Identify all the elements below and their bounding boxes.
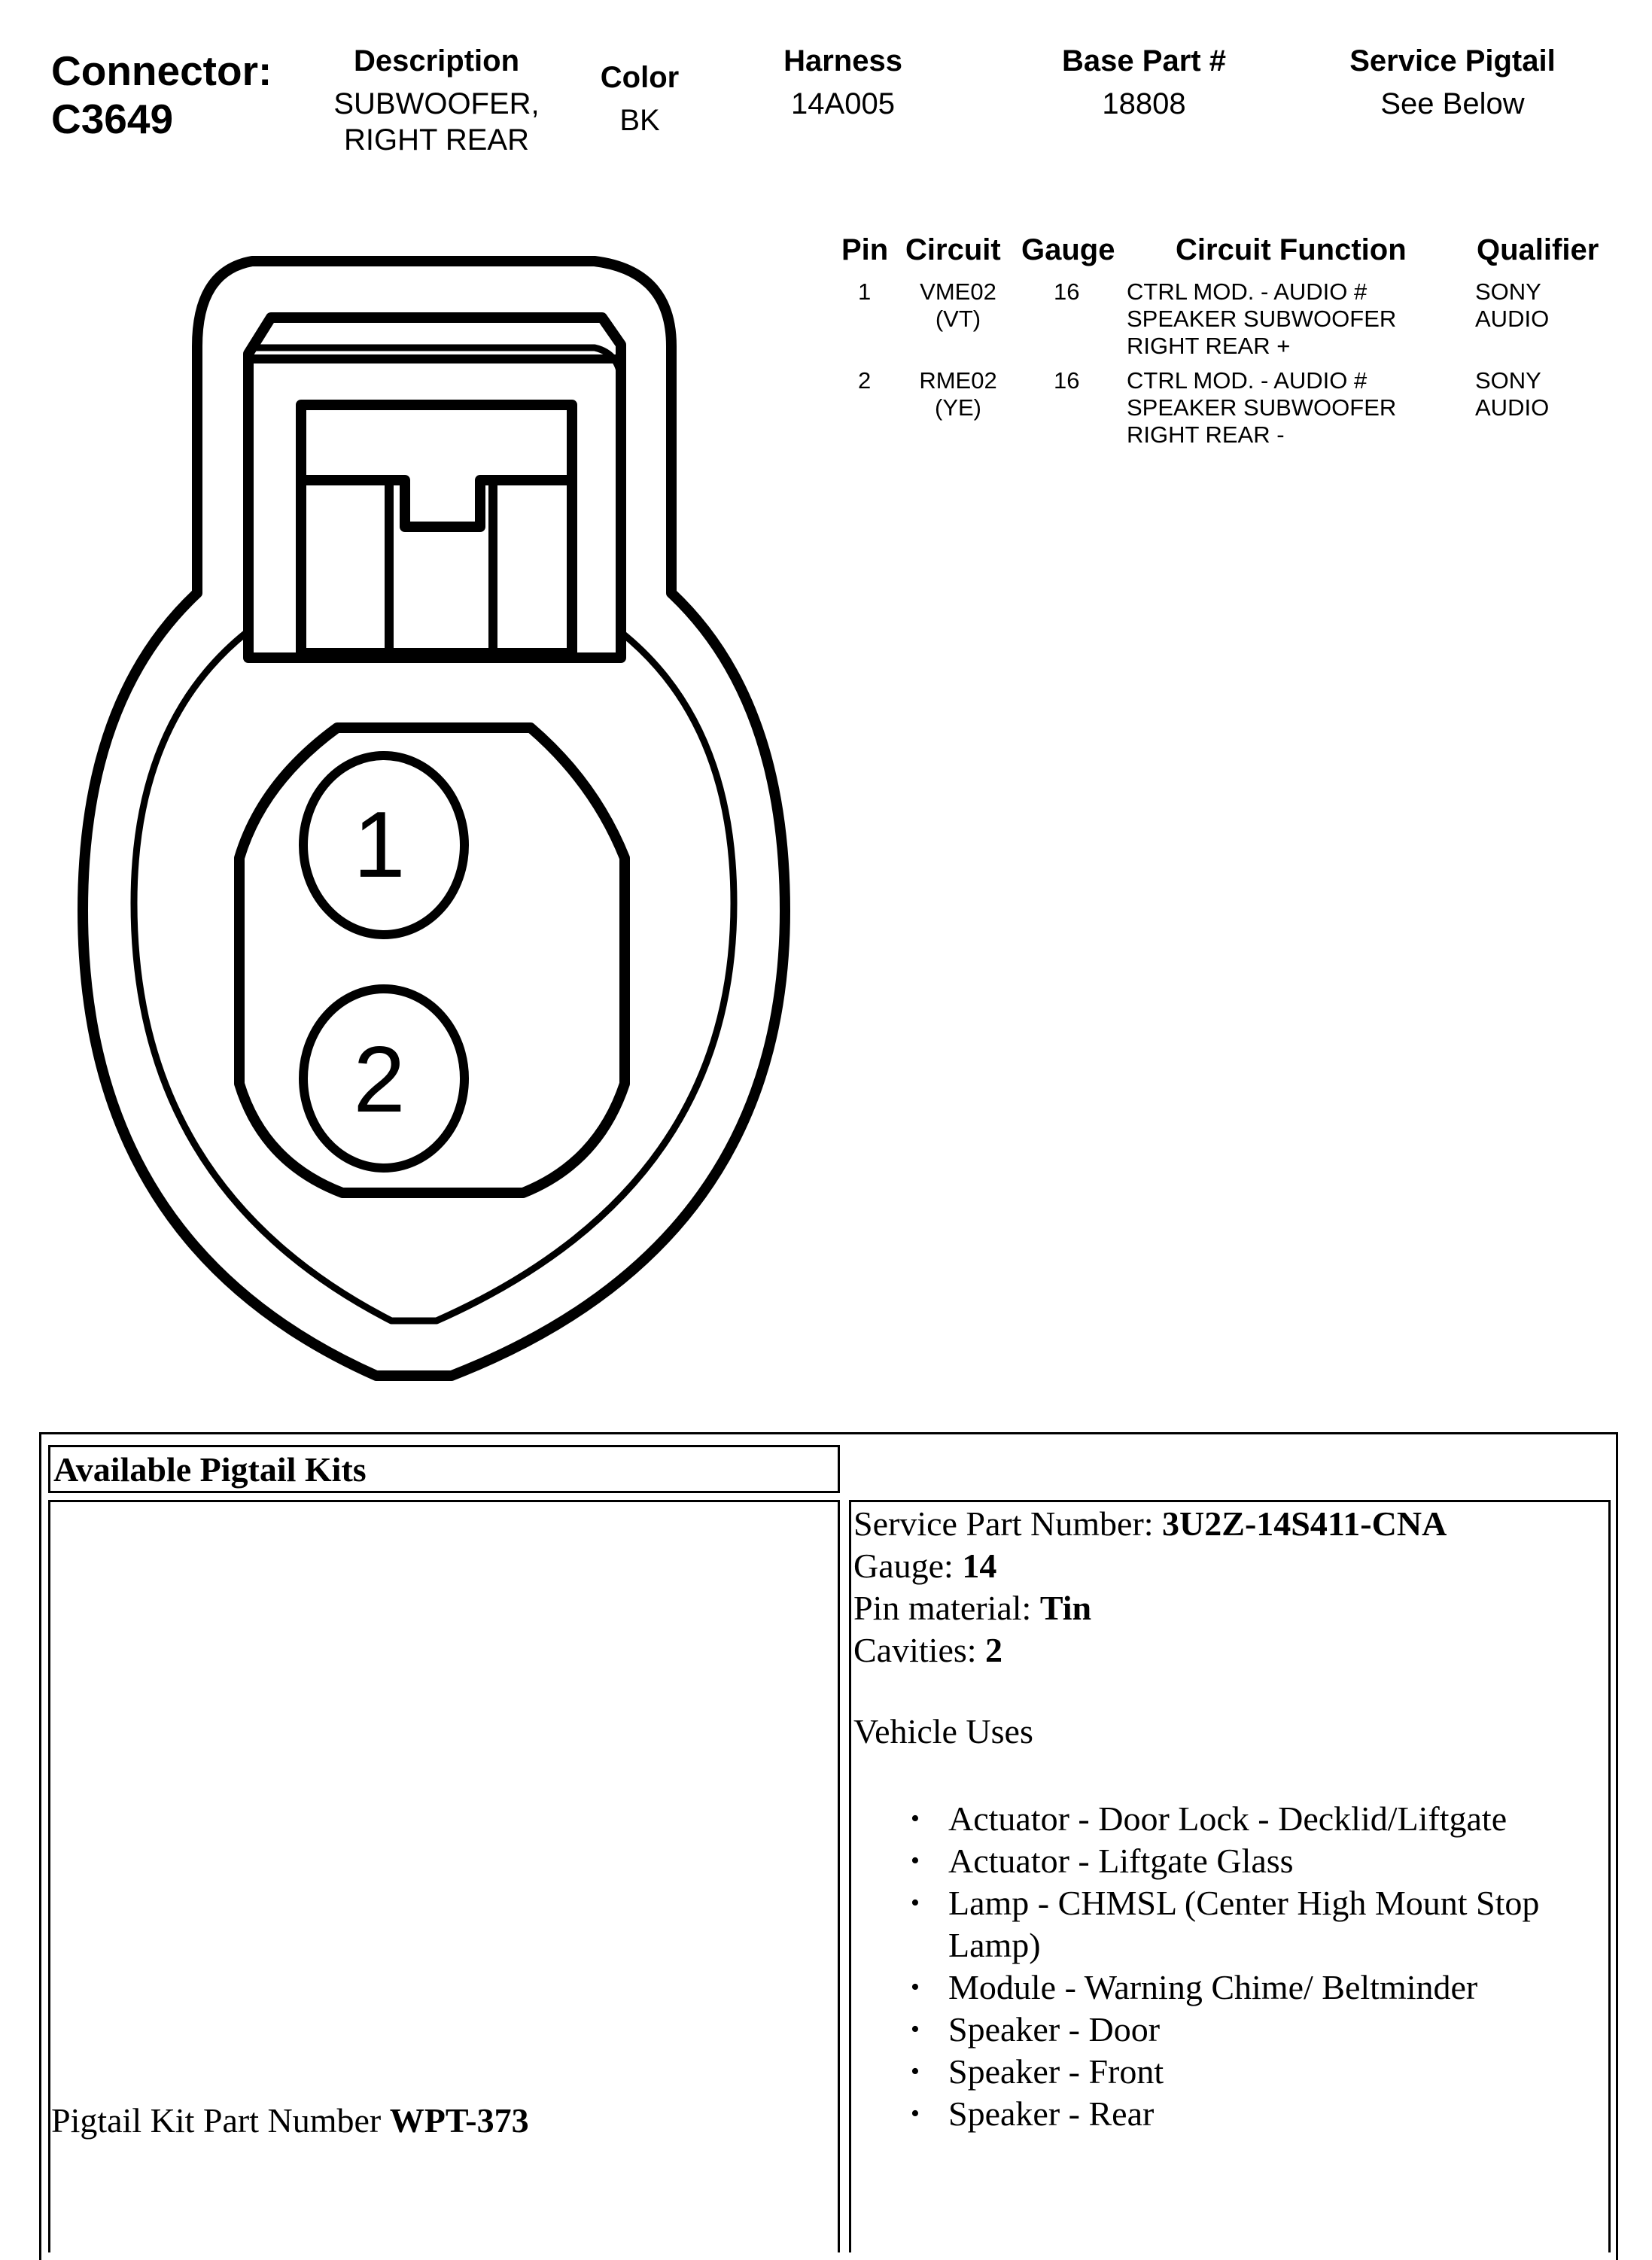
row1-gauge: 16 (1054, 278, 1080, 305)
list-item: • Lamp - CHMSL (Center High Mount Stop Lamp) (911, 1882, 1603, 1966)
gauge-line (853, 1545, 1447, 1587)
connector-id: C3649 (51, 96, 174, 142)
row1-circuit: VME02 (VT) (920, 278, 996, 332)
service-part-value: 3U2Z-14S411-CNA (1162, 1504, 1447, 1543)
connector-face-drawing (0, 0, 828, 1415)
pin-header: Pin (841, 233, 889, 266)
kit-part-label: Pigtail Kit Part Number (51, 2101, 390, 2140)
service-part-label: Service Part Number: (853, 1504, 1163, 1543)
cavities-label: Cavities: (853, 1631, 986, 1669)
row2-gauge: 16 (1054, 367, 1080, 394)
circuit-function-header: Circuit Function (1176, 233, 1407, 266)
service-pigtail-header: Service Pigtail (1349, 44, 1556, 78)
kit-part-value: WPT-373 (389, 2101, 529, 2140)
base-part-value: 18808 (1102, 87, 1186, 120)
description-line-1: SUBWOOFER, (333, 87, 540, 120)
list-item: • Speaker - Front (911, 2051, 1603, 2093)
pin-2-label: 2 (353, 1028, 406, 1132)
description-line-2: RIGHT REAR (344, 123, 529, 157)
cavities-value: 2 (985, 1631, 1003, 1669)
gauge-value: 14 (962, 1547, 997, 1585)
service-pigtail-value: See Below (1380, 87, 1525, 120)
vehicle-uses-list (911, 1798, 1603, 2135)
pin-material-value: Tin (1039, 1589, 1092, 1627)
qualifier-header: Qualifier (1477, 233, 1599, 266)
connector-inner-housing (134, 348, 734, 1321)
pigtail-kits-title: Available Pigtail Kits (48, 1445, 840, 1493)
row2-pin: 2 (858, 367, 872, 394)
pigtail-info (853, 1503, 1447, 1753)
list-item: • Speaker - Rear (911, 2093, 1603, 2135)
row1-function: CTRL MOD. - AUDIO # SPEAKER SUBWOOFER RIGHT REAR + (1127, 278, 1397, 359)
list-item: • Actuator - Door Lock - Decklid/Liftgate (911, 1798, 1603, 1840)
cavity-area (239, 728, 625, 1193)
row2-qualifier: SONY AUDIO (1475, 367, 1550, 421)
connector-outer-housing (83, 261, 785, 1376)
harness-header: Harness (783, 44, 902, 78)
pin-material-label: Pin material: (853, 1589, 1040, 1627)
gauge-header: Gauge (1021, 233, 1115, 266)
service-part-number (853, 1503, 1447, 1545)
description-header: Description (353, 44, 520, 78)
list-item: • Actuator - Liftgate Glass (911, 1840, 1603, 1882)
gauge-label: Gauge: (853, 1547, 963, 1585)
row1-qualifier: SONY AUDIO (1475, 278, 1550, 332)
color-value: BK (619, 104, 660, 137)
base-part-header: Base Part # (1062, 44, 1226, 78)
list-item: • Module - Warning Chime/ Beltminder (911, 1966, 1603, 2009)
pin-1-label: 1 (353, 793, 406, 897)
circuit-header: Circuit (905, 233, 1001, 266)
connector-label: Connector: (51, 47, 272, 94)
row2-circuit: RME02 (YE) (919, 367, 997, 421)
base-part-column (1024, 42, 1264, 122)
row1-pin: 1 (858, 278, 872, 305)
pigtail-kit-part-number (51, 2100, 529, 2142)
service-pigtail-column (1325, 42, 1581, 122)
cavities-line (853, 1629, 1447, 1671)
list-item: • Speaker - Door (911, 2009, 1603, 2051)
pin-material-line (853, 1587, 1447, 1629)
vehicle-uses-title: Vehicle Uses (853, 1712, 1033, 1751)
color-header: Color (600, 61, 680, 94)
row2-function: CTRL MOD. - AUDIO # SPEAKER SUBWOOFER RIGHT REAR - (1127, 367, 1397, 448)
harness-value: 14A005 (791, 87, 895, 120)
